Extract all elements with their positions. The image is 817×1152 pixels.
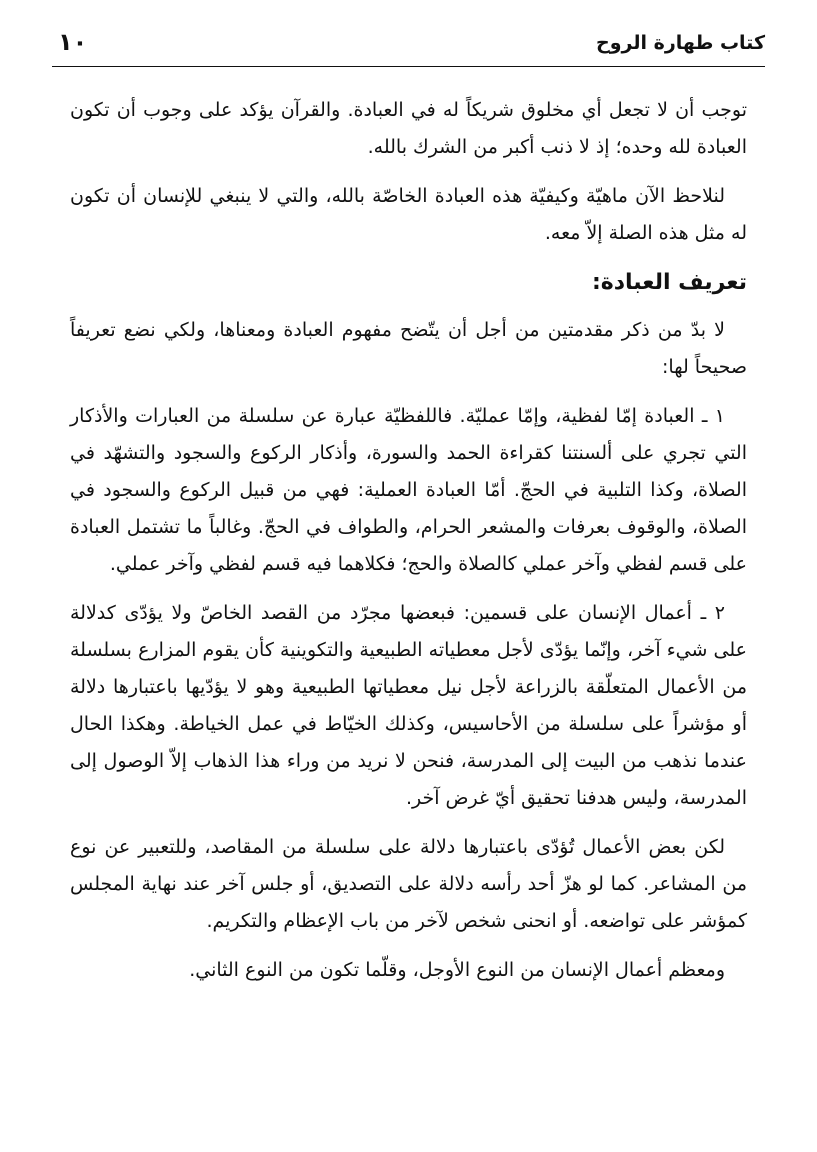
section-heading: تعريف العبادة: (591, 270, 747, 295)
point-1: ١ ـ العبادة إمّا لفظية، وإمّا عمليّة. فاللفظيّة عبارة عن سلسلة من العبارات والأذكار التي تجري على ألسنتنا كقراءة الحمد والسورة، وأذكار الركوع والسجود والتشهّد في الصلاة، وكذا التلبية في الحجّ. أمّا العبادة العملية: فهي من قبيل الركوع والسجود في الصلاة، والوقوف بعرفات والمشعر الحرام، والطواف في الحجّ. وغالباً ما تشتمل العبادة على قسم لفظي وآخر عملي كالصلاة والحج؛ فكلاهما فيه قسم لفظي وآخر عملي. (70, 405, 747, 575)
point-2: ٢ ـ أعمال الإنسان على قسمين: فبعضها مجرّد من القصد الخاصّ ولا يؤدّى كدلالة على شيء آخر، وإنّما يؤدّى لأجل معطياته الطبيعية والتكوينية كأن يقوم المزارع بسلسلة من الأعمال المتعلّقة بالزراعة لأجل نيل معطياتها الطبيعية وهو لا يؤدّيها باعتبارها دلالة أو مؤشراً على سلسلة من الأحاسيس، وكذلك الخيّاط في عمل الخياطة. وهكذا الحال عندما نذهب من البيت إلى المدرسة، فنحن لا نريد من وراء هذا الذهاب إلاّ الوصول إلى المدرسة، وليس هدفنا تحقيق أيّ غرض آخر. (70, 602, 747, 809)
book-title: كتاب طهارة الروح (596, 32, 765, 54)
page-number: ١٠ (58, 28, 88, 56)
paragraph-last: ومعظم أعمال الإنسان من النوع الأوجل، وقلّما تكون من النوع الثاني. (189, 959, 725, 981)
section-intro: لا بدّ من ذكر مقدمتين من أجل أن يتّضح مفهوم العبادة ومعناها، ولكي نضع تعريفاً صحيحاً لها: (70, 319, 747, 378)
page-header (52, 28, 765, 62)
page-body (70, 92, 747, 1001)
paragraph-2: لنلاحظ الآن ماهيّة وكيفيّة هذه العبادة الخاصّة بالله، والتي لا ينبغي للإنسان أن تكون له مثل هذه الصلة إلاّ معه. (70, 185, 747, 244)
paragraph-after: لكن بعض الأعمال تُؤدّى باعتبارها دلالة على سلسلة من المقاصد، وللتعبير عن نوع من المشاعر. كما لو هزّ أحد رأسه دلالة على التصديق، أو جلس آخر عند نهاية المجلس كمؤشر على تواضعه. أو انحنى شخص لآخر من باب الإعظام والتكريم. (70, 836, 747, 932)
header-divider (52, 66, 765, 67)
paragraph-1: توجب أن لا تجعل أي مخلوق شريكاً له في العبادة. والقرآن يؤكد على وجوب أن تكون العبادة لله وحده؛ إذ لا ذنب أكبر من الشرك بالله. (70, 99, 747, 158)
